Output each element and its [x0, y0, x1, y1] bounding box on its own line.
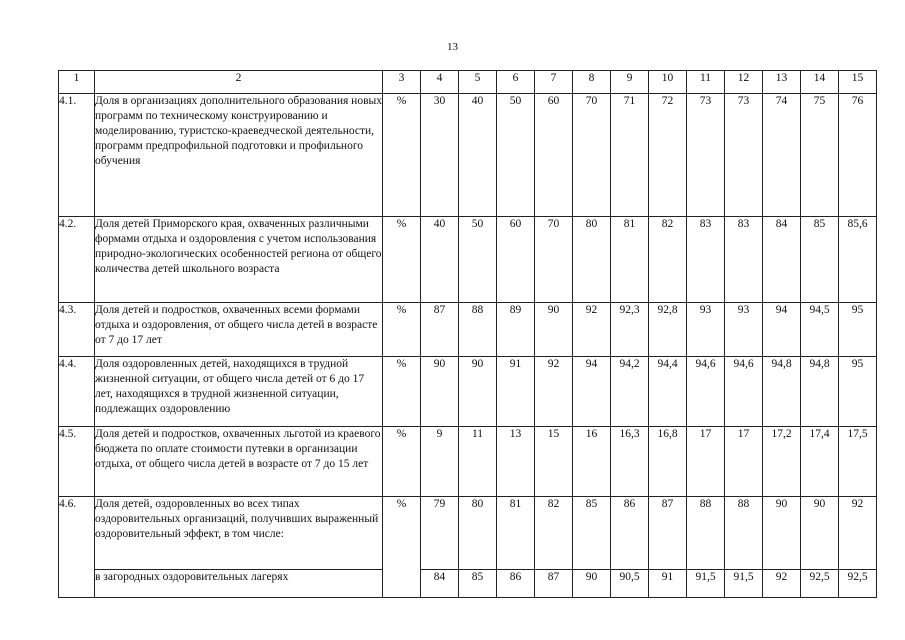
column-header: 14 — [801, 71, 839, 94]
value-cell: 94,2 — [611, 357, 649, 427]
value-cell: 85 — [801, 217, 839, 303]
row-number: 4.3. — [59, 303, 95, 357]
value-cell: 17,2 — [763, 427, 801, 497]
value-cell: 92,3 — [611, 303, 649, 357]
table-header-row — [59, 71, 877, 94]
value-cell: 95 — [839, 357, 877, 427]
value-cell: 80 — [459, 497, 497, 570]
row-number: 4.4. — [59, 357, 95, 427]
value-cell: 76 — [839, 94, 877, 217]
value-cell: 30 — [421, 94, 459, 217]
indicator-description: Доля детей и подростков, охваченных льготой из краевого бюджета по оплате стоимости путевки в организации отдыха, от общего числа детей в возрасте от 7 до 15 лет — [95, 427, 383, 497]
value-cell: 94,8 — [801, 357, 839, 427]
subrow-value-cell: 86 — [497, 570, 535, 598]
column-header: 10 — [649, 71, 687, 94]
value-cell: 92 — [573, 303, 611, 357]
value-cell: 73 — [687, 94, 725, 217]
column-header: 11 — [687, 71, 725, 94]
value-cell: 60 — [497, 217, 535, 303]
value-cell: 16,3 — [611, 427, 649, 497]
value-cell: 70 — [535, 217, 573, 303]
column-header: 2 — [95, 71, 383, 94]
value-cell: 87 — [421, 303, 459, 357]
value-cell: 88 — [725, 497, 763, 570]
column-header: 1 — [59, 71, 95, 94]
table-row — [59, 497, 877, 570]
table-subrow — [59, 570, 877, 598]
value-cell: 94 — [573, 357, 611, 427]
row-number: 4.5. — [59, 427, 95, 497]
indicator-description: Доля оздоровленных детей, находящихся в трудной жизненной ситуации, от общего числа детей от 6 до 17 лет, находящихся в трудной жизненной ситуации, подлежащих оздоровлению — [95, 357, 383, 427]
value-cell: 16,8 — [649, 427, 687, 497]
table-row — [59, 357, 877, 427]
indicator-description: Доля детей и подростков, охваченных всеми формами отдыха и оздоровления, от общего числа детей в возрасте от 7 до 17 лет — [95, 303, 383, 357]
column-header: 13 — [763, 71, 801, 94]
subrow-value-cell: 87 — [535, 570, 573, 598]
unit-cell: % — [383, 427, 421, 497]
value-cell: 75 — [801, 94, 839, 217]
value-cell: 92 — [535, 357, 573, 427]
value-cell: 83 — [725, 217, 763, 303]
row-number: 4.2. — [59, 217, 95, 303]
value-cell: 91 — [497, 357, 535, 427]
value-cell: 92,8 — [649, 303, 687, 357]
indicator-table — [58, 70, 877, 598]
column-header: 9 — [611, 71, 649, 94]
value-cell: 94,5 — [801, 303, 839, 357]
value-cell: 95 — [839, 303, 877, 357]
value-cell: 71 — [611, 94, 649, 217]
value-cell: 87 — [649, 497, 687, 570]
subrow-value-cell: 92,5 — [839, 570, 877, 598]
subrow-value-cell: 91,5 — [725, 570, 763, 598]
value-cell: 81 — [611, 217, 649, 303]
value-cell: 94,4 — [649, 357, 687, 427]
value-cell: 74 — [763, 94, 801, 217]
value-cell: 90 — [801, 497, 839, 570]
value-cell: 50 — [497, 94, 535, 217]
column-header: 3 — [383, 71, 421, 94]
value-cell: 81 — [497, 497, 535, 570]
subrow-value-cell: 85 — [459, 570, 497, 598]
unit-cell: % — [383, 497, 421, 598]
value-cell: 90 — [421, 357, 459, 427]
value-cell: 90 — [535, 303, 573, 357]
value-cell: 90 — [763, 497, 801, 570]
value-cell: 17 — [687, 427, 725, 497]
column-header: 7 — [535, 71, 573, 94]
subrow-description: в загородных оздоровительных лагерях — [95, 570, 383, 598]
value-cell: 86 — [611, 497, 649, 570]
value-cell: 83 — [687, 217, 725, 303]
subrow-value-cell: 90,5 — [611, 570, 649, 598]
value-cell: 11 — [459, 427, 497, 497]
value-cell: 85 — [573, 497, 611, 570]
table-row — [59, 427, 877, 497]
page-number: 13 — [447, 41, 458, 53]
value-cell: 17 — [725, 427, 763, 497]
value-cell: 94,6 — [687, 357, 725, 427]
table-row — [59, 94, 877, 217]
column-header: 5 — [459, 71, 497, 94]
value-cell: 82 — [535, 497, 573, 570]
column-header: 8 — [573, 71, 611, 94]
value-cell: 94,8 — [763, 357, 801, 427]
value-cell: 40 — [459, 94, 497, 217]
column-header: 4 — [421, 71, 459, 94]
value-cell: 73 — [725, 94, 763, 217]
subrow-value-cell: 92 — [763, 570, 801, 598]
subrow-value-cell: 91 — [649, 570, 687, 598]
column-header: 15 — [839, 71, 877, 94]
row-number: 4.1. — [59, 94, 95, 217]
value-cell: 84 — [763, 217, 801, 303]
value-cell: 40 — [421, 217, 459, 303]
value-cell: 93 — [725, 303, 763, 357]
value-cell: 9 — [421, 427, 459, 497]
value-cell: 79 — [421, 497, 459, 570]
table-row — [59, 303, 877, 357]
value-cell: 50 — [459, 217, 497, 303]
indicator-description: Доля детей, оздоровленных во всех типах оздоровительных организаций, получивших выраженный оздоровительный эффект, в том числе: — [95, 497, 383, 570]
value-cell: 17,5 — [839, 427, 877, 497]
column-header: 12 — [725, 71, 763, 94]
row-number: 4.6. — [59, 497, 95, 598]
table-row — [59, 217, 877, 303]
value-cell: 15 — [535, 427, 573, 497]
unit-cell: % — [383, 357, 421, 427]
value-cell: 89 — [497, 303, 535, 357]
subrow-value-cell: 84 — [421, 570, 459, 598]
value-cell: 60 — [535, 94, 573, 217]
value-cell: 88 — [459, 303, 497, 357]
unit-cell: % — [383, 217, 421, 303]
value-cell: 88 — [687, 497, 725, 570]
value-cell: 94 — [763, 303, 801, 357]
value-cell: 17,4 — [801, 427, 839, 497]
value-cell: 80 — [573, 217, 611, 303]
unit-cell: % — [383, 94, 421, 217]
value-cell: 94,6 — [725, 357, 763, 427]
value-cell: 93 — [687, 303, 725, 357]
indicator-description: Доля детей Приморского края, охваченных различными формами отдыха и оздоровления с учетом использования природно-экологических особенностей региона от общего количества детей школьного возраста — [95, 217, 383, 303]
value-cell: 70 — [573, 94, 611, 217]
value-cell: 92 — [839, 497, 877, 570]
value-cell: 13 — [497, 427, 535, 497]
subrow-value-cell: 90 — [573, 570, 611, 598]
indicator-description: Доля в организациях дополнительного образования новых программ по техническому конструированию и моделированию, туристско-краеведческой деятельности, программ предпрофильной подготовки и профильного обучения — [95, 94, 383, 217]
column-header: 6 — [497, 71, 535, 94]
value-cell: 72 — [649, 94, 687, 217]
value-cell: 85,6 — [839, 217, 877, 303]
subrow-value-cell: 91,5 — [687, 570, 725, 598]
value-cell: 82 — [649, 217, 687, 303]
unit-cell: % — [383, 303, 421, 357]
value-cell: 90 — [459, 357, 497, 427]
subrow-value-cell: 92,5 — [801, 570, 839, 598]
value-cell: 16 — [573, 427, 611, 497]
